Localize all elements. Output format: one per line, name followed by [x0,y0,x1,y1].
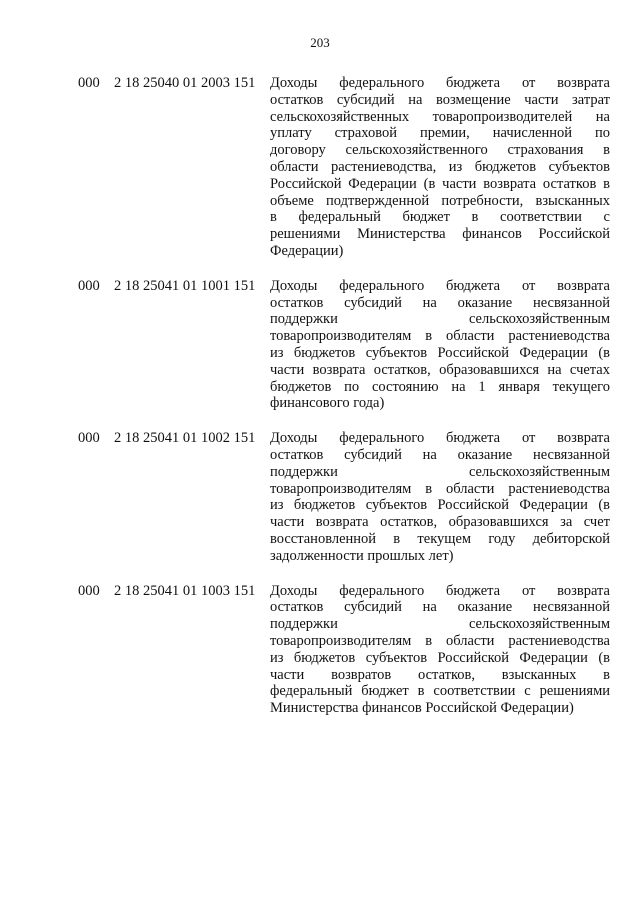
description-line: федеральный бюджет в соответствии с решениями [270,683,610,700]
description-line: поддержки сельскохозяйственным [270,463,610,480]
list-item [78,75,610,260]
income-description [270,278,610,412]
description-line: уплату страховой премии, начисленной по [270,125,610,142]
description-line: из бюджетов субъектов Российской Федерации (в [270,344,610,361]
description-line: Доходы федерального бюджета от возврата [270,430,610,447]
description-line: Доходы федерального бюджета от возврата [270,277,610,294]
description-line: части возвратов остатков, взысканных в [270,666,610,683]
classification-list [78,75,610,735]
admin-code: 000 [78,75,100,91]
income-description [270,75,610,260]
description-line: Доходы федерального бюджета от возврата [270,582,610,599]
description-line: договору сельскохозяйственного страхования в [270,142,610,159]
description-line: задолженности прошлых лет) [270,547,454,564]
description-line: поддержки сельскохозяйственным [270,311,610,328]
list-item [78,583,610,717]
description-line: Министерства финансов Российской Федерации) [270,700,574,717]
description-line: товаропроизводителям в области растениеводства [270,632,610,649]
description-line: остатков субсидий на оказание несвязанной [270,294,610,311]
description-line: остатков субсидий на возмещение части затрат [270,91,610,108]
budget-classification-code: 2 18 25041 01 1002 151 [114,430,256,447]
description-line: остатков субсидий на оказание несвязанной [270,446,610,463]
description-line: из бюджетов субъектов Российской Федерации (в [270,497,610,514]
list-item [78,278,610,412]
description-line: объеме подтвержденной потребности, взысканных [270,192,610,209]
description-line: поддержки сельскохозяйственным [270,616,610,633]
description-line: Федерации) [270,242,344,259]
description-line: решениями Министерства финансов Российской [270,226,610,243]
page-number: 203 [310,35,330,50]
admin-code: 000 [78,277,100,294]
description-line: бюджетов по состоянию на 1 января текущего [270,378,610,395]
description-line: товаропроизводителям в области растениеводства [270,480,610,497]
description-line: части возврата остатков, образовавшихся за счет [270,514,610,531]
description-line: товаропроизводителям в области растениеводства [270,328,610,345]
description-line: Российской Федерации (в части возврата остатков в [270,175,610,192]
budget-classification-code: 2 18 25041 01 1003 151 [114,582,256,599]
description-line: области растениеводства, из бюджетов субъектов [270,158,610,175]
budget-classification-code: 2 18 25041 01 1001 151 [114,277,256,294]
description-line: Доходы федерального бюджета от возврата [270,75,610,91]
budget-classification-code: 2 18 25040 01 2003 151 [114,75,256,91]
income-description [270,430,610,564]
admin-code: 000 [78,430,100,447]
description-line: финансового года) [270,395,385,412]
admin-code: 000 [78,582,100,599]
list-item [78,430,610,564]
description-line: части возврата остатков, образовавшихся на счетах [270,361,610,378]
description-line: в федеральный бюджет в соответствии с [270,209,610,226]
description-line: остатков субсидий на оказание несвязанной [270,599,610,616]
income-description [270,583,610,717]
description-line: из бюджетов субъектов Российской Федерации (в [270,649,610,666]
description-line: восстановленной в текущем году дебиторской [270,530,610,547]
description-line: сельскохозяйственных товаропроизводителей на [270,108,610,125]
